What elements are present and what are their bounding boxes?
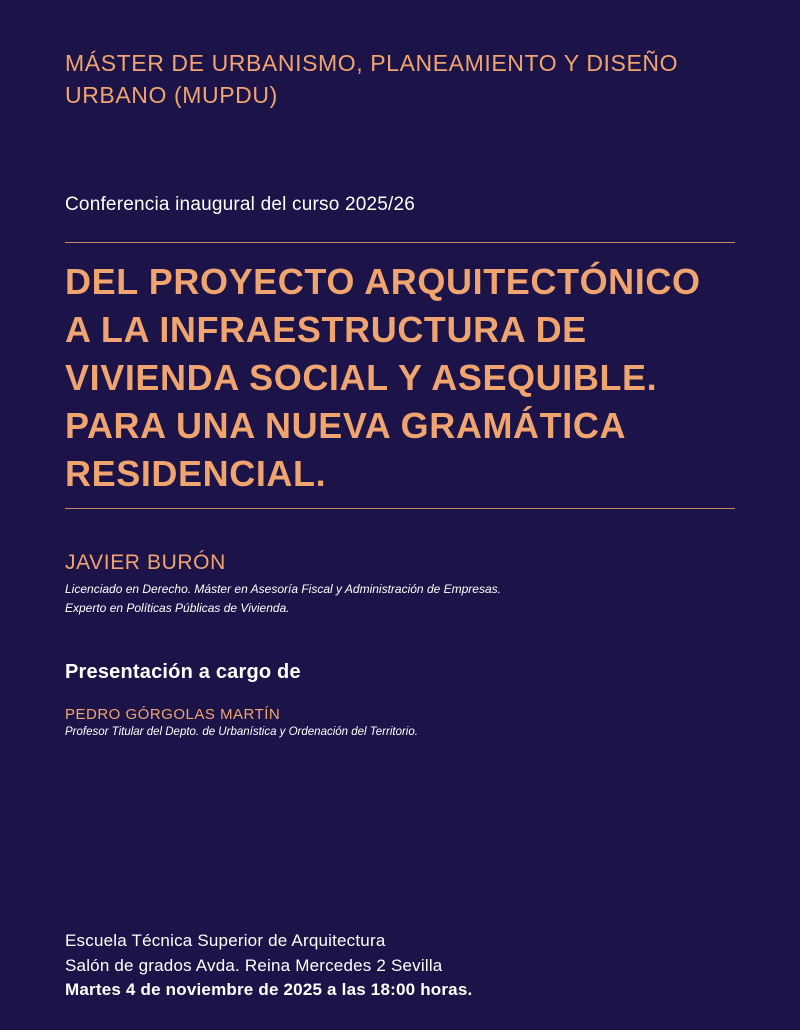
conference-title-line-1: DEL PROYECTO ARQUITECTÓNICO [65,261,701,302]
speaker-credentials-line-1: Licenciado en Derecho. Máster en Asesoría Fiscal y Administración de Empresas. [65,582,501,596]
conference-title [65,258,755,498]
venue-block [65,929,472,1003]
presentation-label: Presentación a cargo de [65,661,301,683]
divider-bottom [65,508,735,509]
presenter-role: Profesor Titular del Depto. de Urbanística y Ordenación del Territorio. [65,726,418,738]
speaker-name: JAVIER BURÓN [65,551,226,574]
speaker-credentials [65,580,501,618]
venue-room: Salón de grados Avda. Reina Mercedes 2 Sevilla [65,955,443,975]
event-date: Martes 4 de noviembre de 2025 a las 18:00 horas. [65,980,473,999]
venue-school: Escuela Técnica Superior de Arquitectura [65,931,386,950]
conference-title-line-5: RESIDENCIAL. [65,453,327,494]
program-name-line-1: MÁSTER DE URBANISMO, PLANEAMIENTO Y DISEÑO [65,50,679,76]
conference-title-line-4: PARA UNA NUEVA GRAMÁTICA [65,405,627,446]
program-name [65,47,755,111]
program-name-line-2: URBANO (MUPDU) [65,82,278,108]
conference-title-line-3: VIVIENDA SOCIAL Y ASEQUIBLE. [65,357,658,398]
presenter-name: PEDRO GÓRGOLAS MARTÍN [65,706,281,723]
speaker-credentials-line-2: Experto en Políticas Públicas de Vivienda. [65,601,290,615]
conference-title-line-2: A LA INFRAESTRUCTURA DE [65,309,587,350]
divider-top [65,242,735,243]
event-subtitle: Conferencia inaugural del curso 2025/26 [65,194,416,215]
